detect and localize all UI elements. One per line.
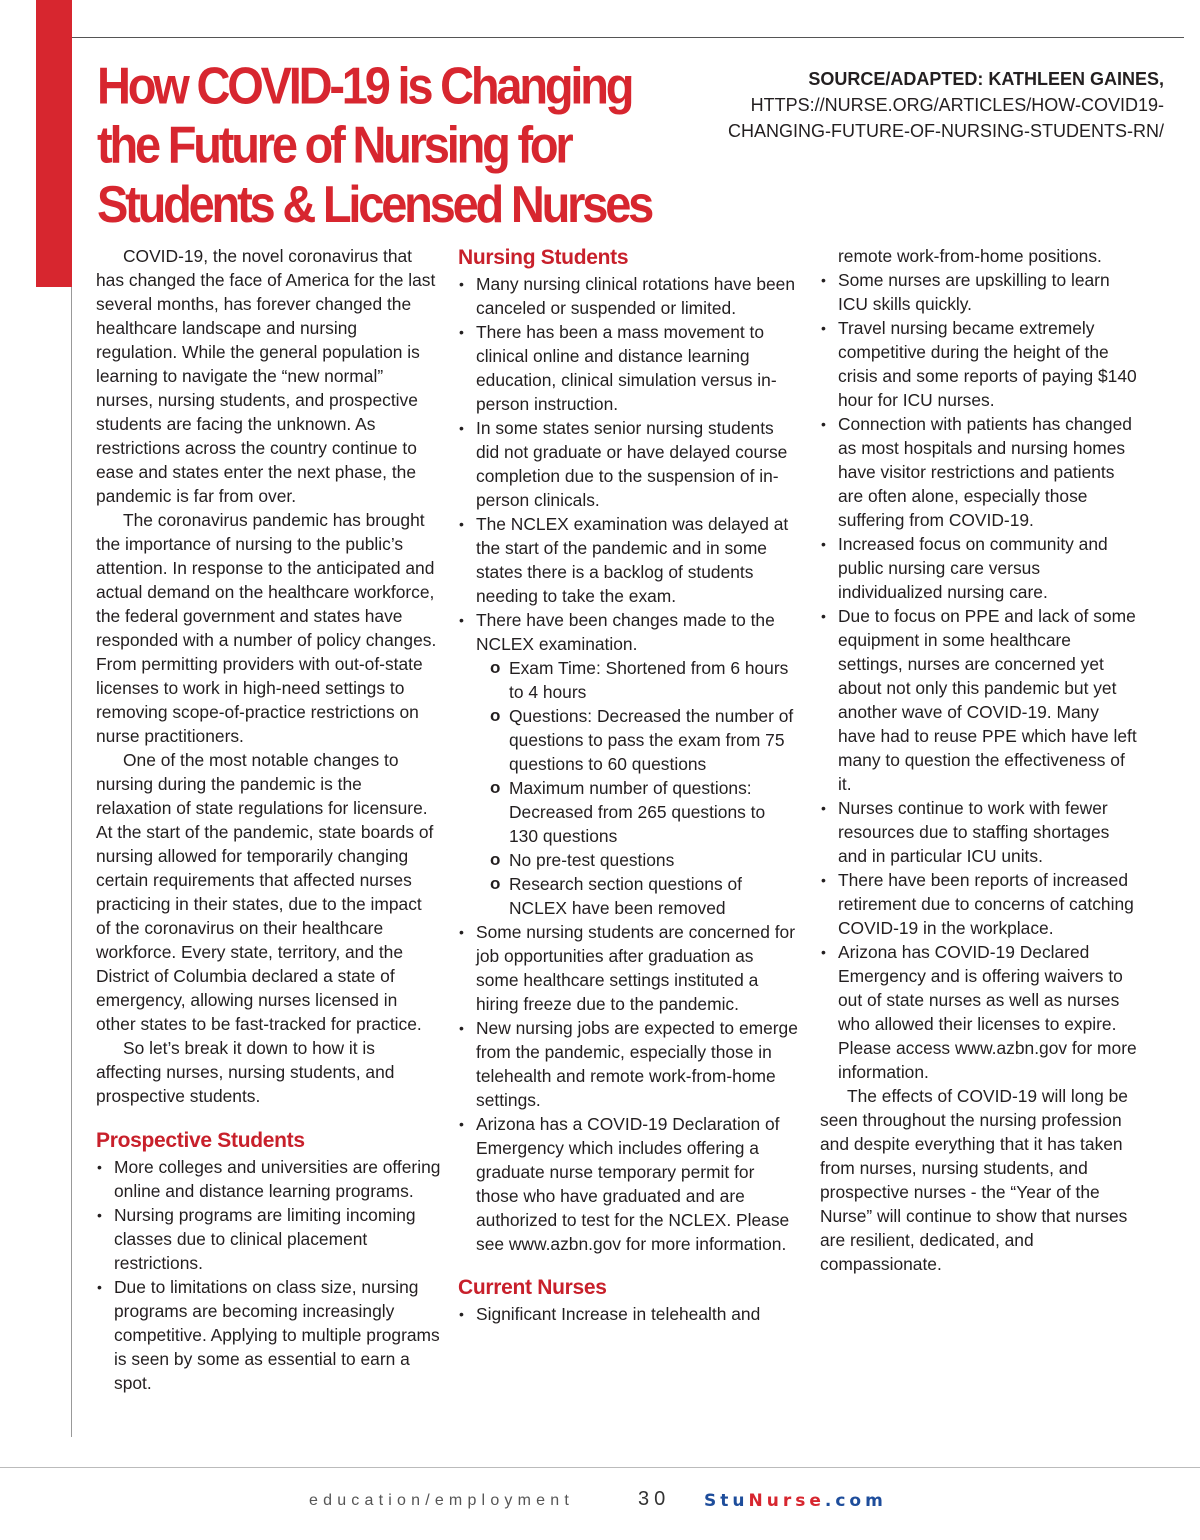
top-rule	[72, 37, 1184, 38]
sub-list-item	[490, 848, 798, 872]
column-3	[820, 244, 1140, 1276]
nursing-students-list	[458, 272, 798, 1256]
list-item	[458, 608, 798, 920]
list-item: • Nursing programs are limiting incoming classes due to clinical placement restrictions.	[96, 1203, 441, 1275]
intro-paragraph-2: The coronavirus pandemic has brought the importance of nursing to the public’s attention. In response to the anticipated and actual demand on the healthcare workforce, the federal government and states have responded with a number of policy changes.	[96, 510, 437, 650]
list-item: • More colleges and universities are offering online and distance learning programs.	[96, 1155, 441, 1203]
list-item: • New nursing jobs are expected to emerge from the pandemic, especially those in telehealth and remote work-from-home settings.	[458, 1016, 798, 1112]
page-footer	[0, 1488, 1200, 1518]
source-credit	[604, 66, 1164, 144]
sub-item-text: Research section questions of NCLEX have been removed	[509, 874, 742, 918]
list-item: • In some states senior nursing students did not graduate or have delayed course completion due to the suspension of in-person clinicals.	[458, 416, 798, 512]
sub-bullet: o	[490, 874, 501, 893]
list-item: • Some nursing students are concerned for job opportunities after graduation as some healthcare settings instituted a hiring freeze due to the pandemic.	[458, 920, 798, 1016]
column-2	[458, 244, 798, 1326]
prospective-students-heading: Prospective Students	[96, 1129, 305, 1152]
sub-bullet: o	[490, 658, 501, 677]
list-item: • Arizona has COVID-19 Declared Emergency and is offering waivers to out of state nurses as well as nurses who allowed their licenses to expire. Please access www.azbn.gov for more information.	[820, 940, 1140, 1084]
sub-bullet: o	[490, 778, 501, 797]
source-url-line-1: HTTPS://NURSE.ORG/ARTICLES/HOW-COVID19-	[750, 95, 1164, 115]
brand-part-com: .com	[824, 1491, 887, 1511]
nclex-changes-label: There have been changes made to the NCLEX examination.	[476, 610, 775, 654]
current-nurses-list-start	[458, 1302, 798, 1326]
list-item: • There have been reports of increased retirement due to concerns of catching COVID-19 in the workplace.	[820, 868, 1140, 940]
list-item: • Due to focus on PPE and lack of some equipment in some healthcare settings, nurses are concerned yet about not only this pandemic but yet another wave of COVID-19. Many have had to reuse PPE which have left many to question the effectiveness of it.	[820, 604, 1140, 796]
current-nurses-list	[820, 268, 1140, 1084]
brand-part-nurse: Nurse	[748, 1491, 825, 1511]
source-byline: SOURCE/ADAPTED: KATHLEEN GAINES,	[808, 69, 1164, 89]
sub-bullet: o	[490, 706, 501, 725]
list-item-continued: remote work-from-home positions.	[838, 246, 1102, 266]
sub-list-item	[490, 656, 798, 704]
prospective-students-list	[96, 1155, 441, 1395]
sub-item-text: Questions: Decreased the number of questions to pass the exam from 75 questions to 60 questions	[509, 706, 794, 774]
column-1	[96, 244, 441, 1395]
current-nurses-heading: Current Nurses	[458, 1276, 607, 1299]
sub-item-text: No pre-test questions	[509, 850, 675, 870]
intro-paragraph-1: COVID-19, the novel coronavirus that has changed the face of America for the last several months, has forever changed the healthcare landscape and nursing regulation. While the general population is learning to navigate the “new normal” nurses, nursing students, and prospective students are facing the unknown. As restrictions across the country continue to ease and states enter the next phase, the pandemic is far from over.	[96, 246, 436, 506]
footer-rule	[0, 1467, 1200, 1468]
footer-section-label: education/employment	[309, 1492, 574, 1509]
brand-part-stu: Stu	[704, 1491, 749, 1511]
source-url-line-2: CHANGING-FUTURE-OF-NURSING-STUDENTS-RN/	[728, 121, 1164, 141]
sub-list-item	[490, 872, 798, 920]
list-item: • The NCLEX examination was delayed at the start of the pandemic and in some states there is a backlog of students needing to take the exam.	[458, 512, 798, 608]
list-item: • Arizona has a COVID-19 Declaration of Emergency which includes offering a graduate nurse temporary permit for those who have graduated and are authorized to test for the NCLEX. Please see www.azbn.gov for more information.	[458, 1112, 798, 1256]
article-title: How COVID-19 is Changing the Future of Nursing for Students & Licensed Nurses	[97, 56, 652, 234]
intro-paragraph-4: One of the most notable changes to nursing during the pandemic is the relaxation of state regulations for licensure. At the start of the pandemic, state boards of nursing allowed for temporarily changing certain requirements that affected nurses practicing in their states, due to the impact of the coronavirus on their healthcare workforce. Every state, territory, and the District of Columbia declared a state of emergency, allowing nurses licensed in other states to be fast-tracked for practice.	[96, 750, 434, 1034]
closing-paragraph: The effects of COVID-19 will long be seen throughout the nursing profession and despite everything that it has taken from nurses, nursing students, and prospective nurses - the “Year of the Nurse” will continue to show that nurses are resilient, dedicated, and compassionate.	[820, 1086, 1128, 1274]
intro-paragraph-5: So let’s break it down to how it is affecting nurses, nursing students, and prospective students.	[96, 1038, 395, 1106]
list-item: • Increased focus on community and public nursing care versus individualized nursing care.	[820, 532, 1140, 604]
list-item: • There has been a mass movement to clinical online and distance learning education, clinical simulation versus in-person instruction.	[458, 320, 798, 416]
list-item: • Due to limitations on class size, nursing programs are becoming increasingly competitive. Applying to multiple programs is seen by some as essential to earn a spot.	[96, 1275, 441, 1395]
sub-item-text: Exam Time: Shortened from 6 hours to 4 hours	[509, 658, 789, 702]
sub-bullet: o	[490, 850, 501, 869]
list-item: • Many nursing clinical rotations have been canceled or suspended or limited.	[458, 272, 798, 320]
left-margin-rule	[71, 287, 72, 1437]
list-item: • Connection with patients has changed as most hospitals and nursing homes have visitor restrictions and patients are often alone, especially those suffering from COVID-19.	[820, 412, 1140, 532]
intro-paragraph-3: From permitting providers with out-of-state licenses to work in high-need settings to removing scope-of-practice restrictions on nurse practitioners.	[96, 654, 423, 746]
page-number: 30	[638, 1488, 671, 1510]
list-item: • Travel nursing became extremely competitive during the height of the crisis and some reports of paying $140 hour for ICU nurses.	[820, 316, 1140, 412]
list-item: • Significant Increase in telehealth and	[458, 1302, 798, 1326]
nursing-students-heading: Nursing Students	[458, 246, 629, 269]
footer-brand	[704, 1491, 887, 1511]
red-accent-bar	[36, 0, 72, 287]
nclex-changes-sublist	[476, 656, 798, 920]
list-item: • Some nurses are upskilling to learn ICU skills quickly.	[820, 268, 1140, 316]
sub-item-text: Maximum number of questions: Decreased from 265 questions to 130 questions	[509, 778, 766, 846]
sub-list-item	[490, 776, 798, 848]
list-item: • Nurses continue to work with fewer resources due to staffing shortages and in particular ICU units.	[820, 796, 1140, 868]
sub-list-item	[490, 704, 798, 776]
